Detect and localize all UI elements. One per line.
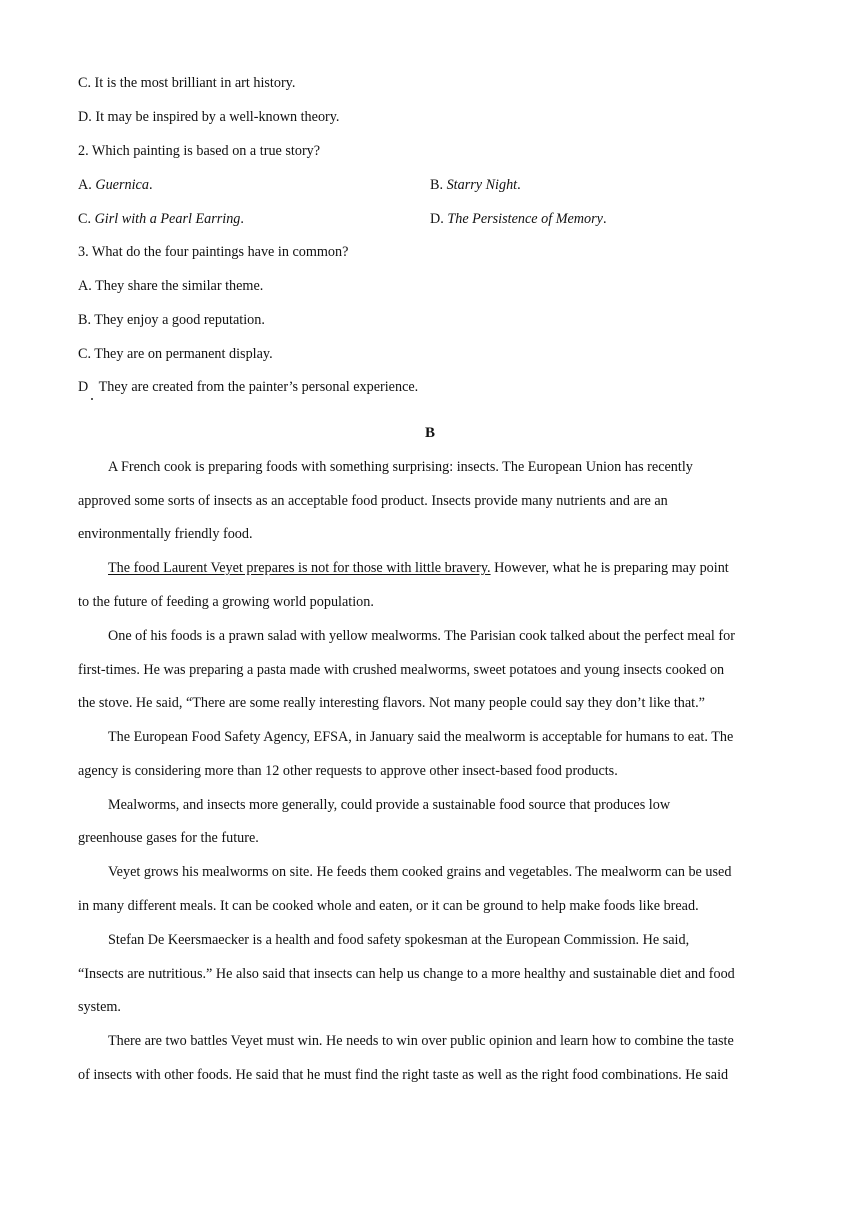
q2-option-c-suffix: .	[240, 211, 244, 227]
q2-option-d-prefix: D.	[430, 211, 448, 227]
q3-question: 3. What do the four paintings have in common?	[78, 244, 349, 260]
q2-option-b-prefix: B.	[430, 177, 447, 193]
q1-option-c: C. It is the most brilliant in art history.	[78, 75, 296, 91]
q2-option-a-title: Guernica	[95, 177, 149, 193]
paragraph-2-rest: However, what he is preparing may point	[490, 560, 729, 576]
paragraph-7-line-2: “Insects are nutritious.” He also said that insects can help us change to a more healthy and sustainable diet and food	[78, 966, 735, 982]
paragraph-5-line-1: Mealworms, and insects more generally, could provide a sustainable food source that produces low	[108, 797, 671, 813]
q3-option-c: C. They are on permanent display.	[78, 346, 273, 362]
q3-option-d: D They are created from the painter’s personal experience.	[78, 379, 419, 395]
paragraph-2-line-2: to the future of feeding a growing world population.	[78, 594, 374, 610]
paragraph-1-line-2: approved some sorts of insects as an acceptable food product. Insects provide many nutrients and are an	[78, 493, 668, 509]
paragraph-7-line-3: system.	[78, 999, 121, 1015]
paragraph-7-line-1: Stefan De Keersmaecker is a health and food safety spokesman at the European Commission. He said,	[108, 932, 690, 948]
q2-option-d-title: The Persistence of Memory	[447, 211, 603, 227]
q2-option-c-prefix: C.	[78, 211, 95, 227]
q2-option-b-title: Starry Night	[446, 177, 518, 193]
underlined-sentence: The food Laurent Veyet prepares is not for those with little bravery.	[108, 560, 491, 576]
paragraph-3-line-1: One of his foods is a prawn salad with yellow mealworms. The Parisian cook talked about the perfect meal for	[108, 628, 735, 644]
paragraph-2-line-1	[108, 559, 729, 577]
q2-option-a	[78, 176, 152, 194]
q3-option-a: A. They share the similar theme.	[78, 278, 264, 294]
q2-option-d-suffix: .	[602, 211, 607, 227]
q2-option-a-prefix: A.	[78, 177, 96, 193]
q2-option-b	[430, 176, 521, 194]
q2-option-a-suffix: .	[148, 177, 153, 193]
q2-option-c	[78, 210, 244, 228]
q3-option-b: B. They enjoy a good reputation.	[78, 312, 265, 328]
paragraph-1-line-3: environmentally friendly food.	[78, 526, 253, 542]
paragraph-3-line-2: first-times. He was preparing a pasta made with crushed mealworms, sweet potatoes and young insects cooked on	[78, 662, 725, 678]
q1-option-d: D. It may be inspired by a well-known theory.	[78, 109, 340, 125]
paragraph-4-line-2: agency is considering more than 12 other requests to approve other insect-based food products.	[78, 763, 618, 779]
paragraph-3-line-3: the stove. He said, “There are some really interesting flavors. Not many people could say they don’t like that.”	[78, 695, 705, 711]
section-heading: B	[424, 425, 435, 441]
paragraph-6-line-2: in many different meals. It can be cooked whole and eaten, or it can be ground to help make foods like bread.	[78, 898, 699, 914]
stray-dot-mark	[91, 398, 93, 400]
paragraph-8-line-1: There are two battles Veyet must win. He needs to win over public opinion and learn how to combine the taste	[108, 1033, 734, 1049]
paragraph-1-line-1: A French cook is preparing foods with something surprising: insects. The European Union has recently	[108, 459, 693, 475]
paragraph-5-line-2: greenhouse gases for the future.	[78, 830, 259, 846]
paragraph-4-line-1: The European Food Safety Agency, EFSA, in January said the mealworm is acceptable for humans to eat. The	[108, 729, 734, 745]
paragraph-6-line-1: Veyet grows his mealworms on site. He feeds them cooked grains and vegetables. The mealworm can be used	[108, 864, 732, 880]
q2-question: 2. Which painting is based on a true story?	[78, 143, 321, 159]
q2-option-d	[430, 210, 607, 228]
q2-option-c-title: Girl with a Pearl Earring	[94, 211, 241, 227]
q2-option-b-suffix: .	[517, 177, 521, 193]
paragraph-8-line-2: of insects with other foods. He said that he must find the right taste as well as the right food combinations. He said	[78, 1067, 729, 1083]
